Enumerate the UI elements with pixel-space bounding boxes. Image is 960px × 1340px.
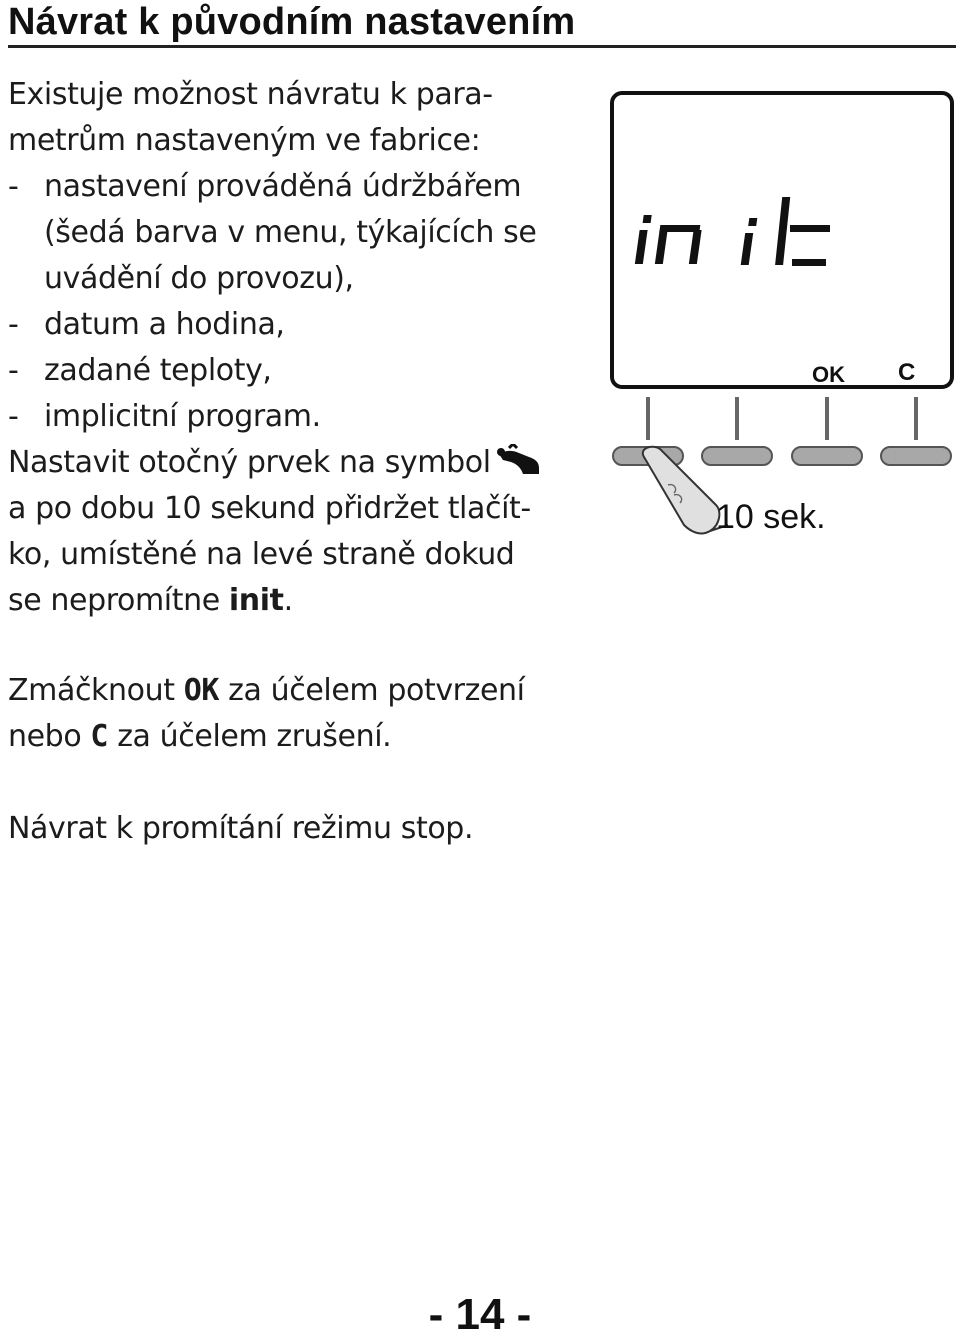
page-title: Návrat k původním nastavením bbox=[8, 1, 576, 43]
ok-keyword: OK bbox=[183, 673, 220, 708]
instruction-line-4: se nepromítne init. bbox=[8, 583, 293, 618]
minus-button[interactable] bbox=[702, 447, 772, 465]
init-keyword: init bbox=[228, 583, 284, 618]
confirm-line-2: nebo C za účelem zrušení. bbox=[8, 719, 392, 754]
ok-button[interactable] bbox=[792, 447, 862, 465]
list-item: - implicitní program. bbox=[8, 399, 321, 434]
page-number: - 14 - bbox=[428, 1290, 532, 1339]
list-item: - zadané teploty, bbox=[8, 353, 272, 388]
button-leader-lines bbox=[648, 397, 916, 440]
instruction-line-3: ko, umístěné na levé straně dokud bbox=[8, 537, 515, 572]
thermostat-diagram bbox=[600, 85, 960, 545]
hold-duration-label: 10 sek. bbox=[716, 498, 826, 536]
confirm-line-1: Zmáčknout OK za účelem potvrzení bbox=[8, 673, 525, 708]
final-line: Návrat k promítání režimu stop. bbox=[8, 811, 474, 846]
c-label: C bbox=[898, 359, 916, 386]
intro-line-1: Existuje možnost návratu k para- bbox=[8, 77, 493, 112]
list-item: - nastavení prováděná údržbářem (šedá barva v menu, týkajících se uvádění do provozu), bbox=[8, 169, 537, 296]
instruction-line-1: Nastavit otočný prvek na symbol bbox=[8, 440, 543, 490]
instruction-line-2: a po dobu 10 sekund přidržet tlačít- bbox=[8, 491, 531, 526]
c-button[interactable] bbox=[881, 447, 951, 465]
c-keyword: C bbox=[90, 719, 109, 754]
intro-line-2: metrům nastaveným ve fabrice: bbox=[8, 123, 481, 158]
reset-items-list bbox=[8, 164, 536, 440]
ok-label: OK bbox=[812, 362, 845, 387]
list-item: - datum a hodina, bbox=[8, 307, 285, 342]
title-underline bbox=[8, 45, 956, 48]
wrench-hand-icon bbox=[495, 444, 543, 490]
